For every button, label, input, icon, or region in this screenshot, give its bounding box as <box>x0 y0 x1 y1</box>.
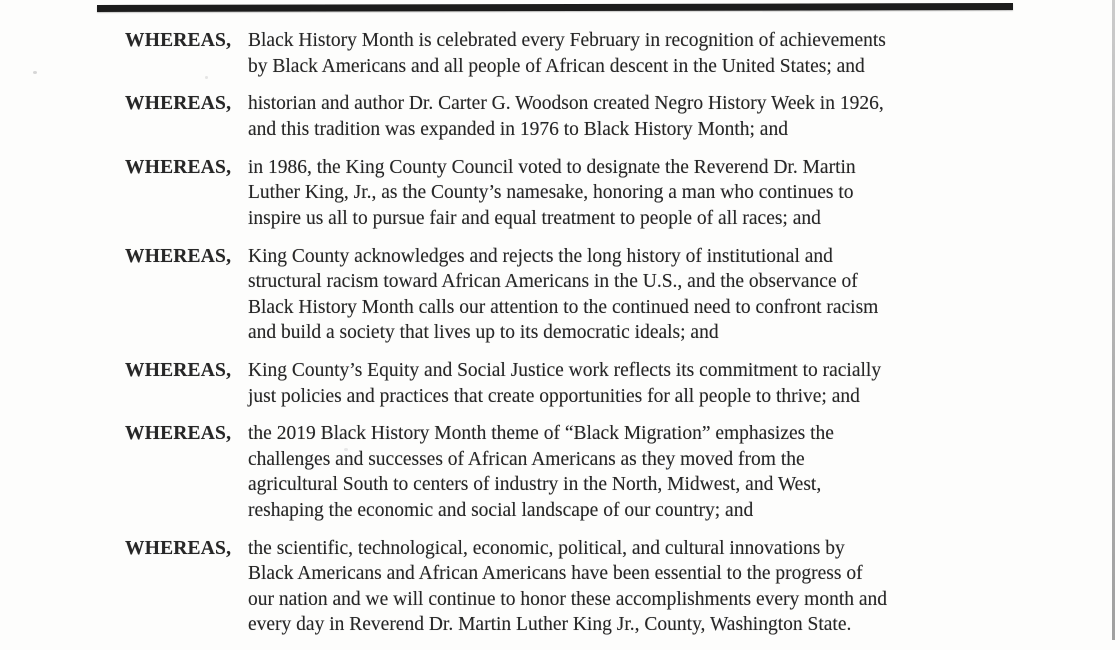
clause-first-line <box>125 360 881 381</box>
clause-line: every day in Reverend Dr. Martin Luther King Jr., County, Washington State. <box>248 614 852 636</box>
scan-speck <box>205 76 208 79</box>
whereas-clause <box>125 536 1023 638</box>
clause-line: our nation and we will continue to honor these accomplishments every month and <box>248 588 888 610</box>
clause-line: structural racism toward African Americans in the U.S., and the observance of <box>248 271 858 293</box>
clause-line-text: King County’s Equity and Social Justice work reflects its commitment to racially <box>248 360 882 382</box>
clause-first-line <box>125 423 834 444</box>
clause-line: Luther King, Jr., as the County’s namesake, honoring a man who continues to <box>248 182 854 204</box>
clause-line: inspire us all to pursue fair and equal treatment to people of all races; and <box>248 207 821 229</box>
clause-line-text: the scientific, technological, economic, political, and cultural innovations by <box>248 537 845 559</box>
clause-line: and build a society that lives up to its democratic ideals; and <box>248 322 719 344</box>
whereas-clause <box>125 421 1023 523</box>
scan-speck <box>33 71 37 74</box>
whereas-clause <box>125 358 1023 409</box>
clause-first-line <box>125 157 856 178</box>
top-rule-bar <box>97 3 1013 12</box>
clause-line-text: historian and author Dr. Carter G. Woodson created Negro History Week in 1926, <box>248 93 884 115</box>
whereas-clause <box>125 244 1023 346</box>
whereas-label: WHEREAS, <box>125 30 232 51</box>
clause-line-text: the 2019 Black History Month theme of “Black Migration” emphasizes the <box>248 423 834 445</box>
whereas-label: WHEREAS, <box>125 93 232 115</box>
scan-edge-line <box>1112 0 1115 640</box>
document-body <box>125 28 1023 650</box>
clause-first-line <box>125 538 845 559</box>
whereas-label: WHEREAS, <box>125 423 232 445</box>
clause-first-line <box>125 93 884 114</box>
clause-line-text: in 1986, the King County Council voted to designate the Reverend Dr. Martin <box>248 156 856 178</box>
whereas-clause <box>125 91 1023 142</box>
clause-line: by Black Americans and all people of African descent in the United States; and <box>248 55 865 77</box>
clause-line: reshaping the economic and social landscape of our country; and <box>248 499 754 521</box>
clause-first-line <box>125 246 833 267</box>
whereas-label: WHEREAS, <box>125 537 232 559</box>
clause-line: Black History Month calls our attention to the continued need to confront racism <box>248 296 879 318</box>
clause-first-line <box>125 30 886 51</box>
clause-line: agricultural South to centers of industry in the North, Midwest, and West, <box>248 474 822 496</box>
whereas-label: WHEREAS, <box>125 360 232 382</box>
clause-line: and this tradition was expanded in 1976 to Black History Month; and <box>248 118 788 140</box>
clause-line-text: King County acknowledges and rejects the long history of institutional and <box>248 245 833 267</box>
whereas-clause <box>125 155 1023 232</box>
whereas-clause <box>125 28 1023 79</box>
clause-line: challenges and successes of African Americans as they moved from the <box>248 448 805 470</box>
whereas-label: WHEREAS, <box>125 245 232 267</box>
whereas-label: WHEREAS, <box>125 156 232 178</box>
clause-line-text: Black History Month is celebrated every February in recognition of achievements <box>248 30 886 51</box>
clause-line: just policies and practices that create opportunities for all people to thrive; and <box>248 385 860 407</box>
clause-line: Black Americans and African Americans have been essential to the progress of <box>248 563 863 585</box>
